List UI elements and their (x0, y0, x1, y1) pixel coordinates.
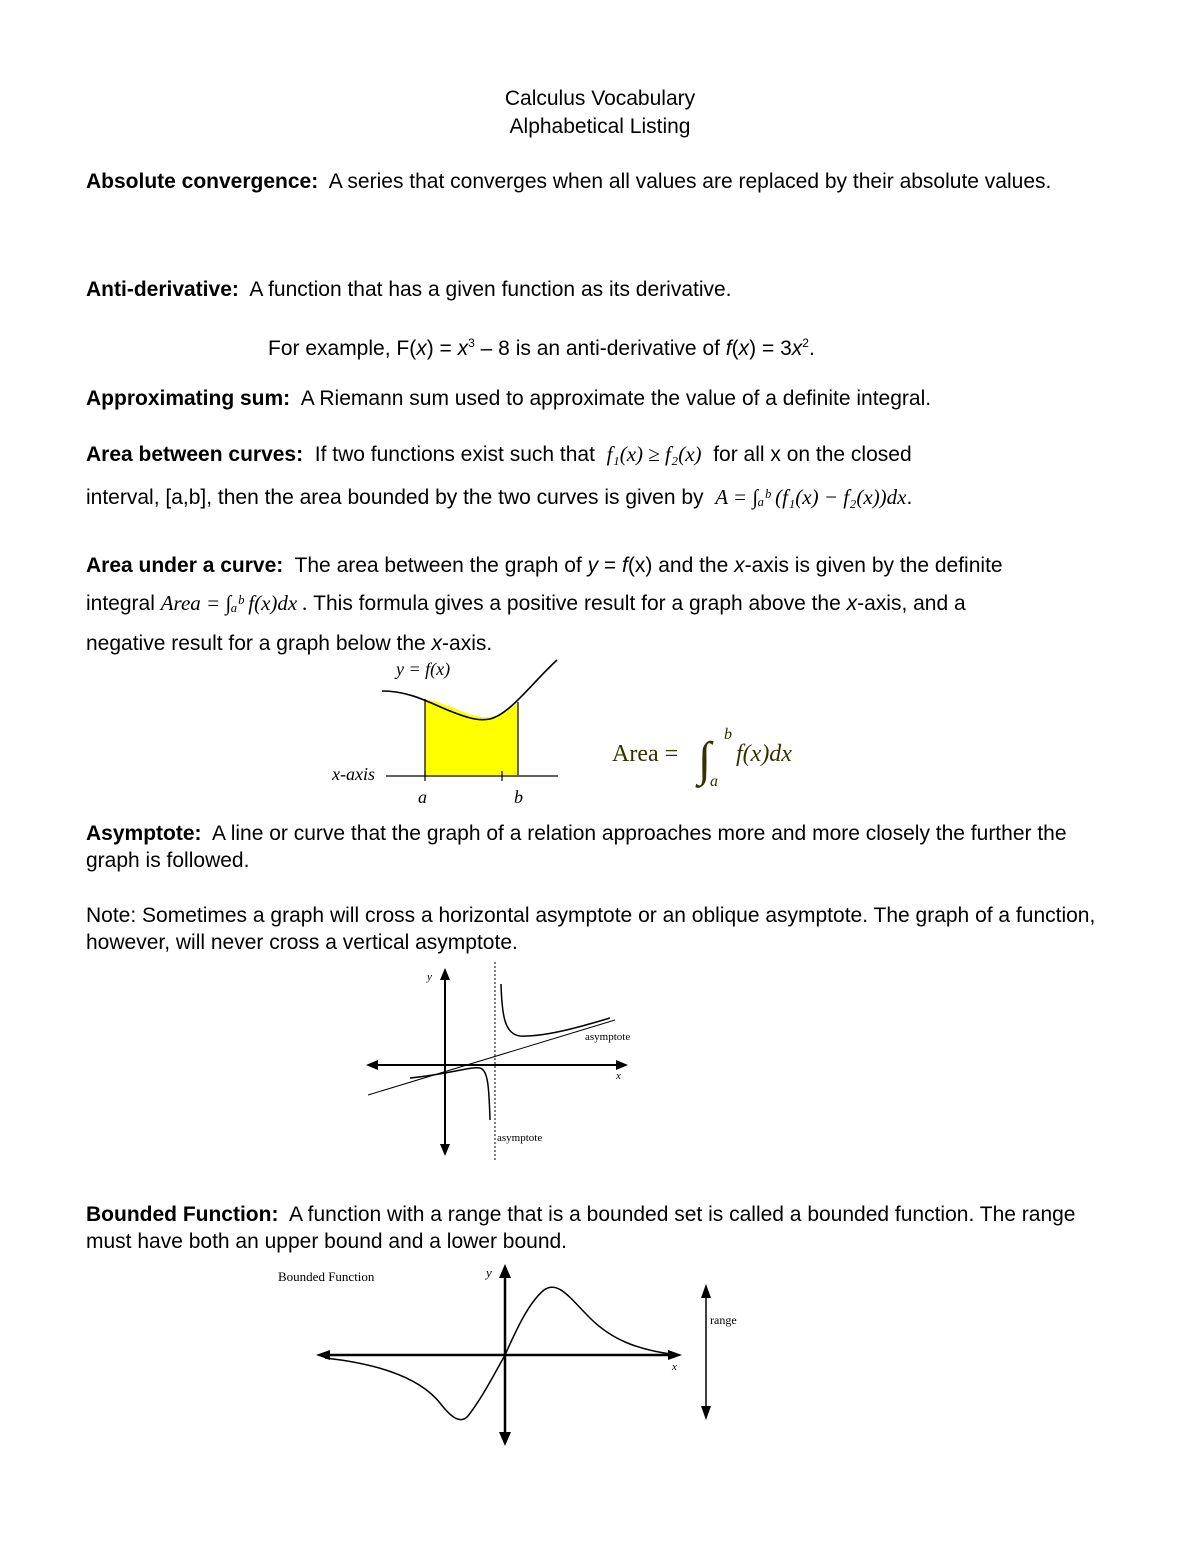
term-area-under-curve: Area under a curve: (86, 554, 284, 577)
area-under-curve-line2: integral Area = ∫ₐᵇ f(x)dx . This formula gives a positive result for a graph above the x-axis, and a (86, 591, 966, 615)
area-formula-word: Area = (612, 741, 679, 767)
entry-area-under-curve: Area under a curve: The area between the graph of y = f(x) and the x-axis is given by the definite (86, 554, 1003, 577)
area-between-curves-line2: interval, [a,b], then the area bounded by the two curves is given by A = ∫ₐᵇ (f₁(x) − f₂(x))dx. (86, 485, 913, 509)
term-bounded-function: Bounded Function: (86, 1203, 279, 1226)
asymptote-figure (360, 962, 650, 1162)
area-shaded-region (425, 699, 518, 775)
asymptote-curve-left (410, 1068, 490, 1120)
entry-bounded-function (86, 1201, 1126, 1255)
asymptote-curve-right (501, 984, 610, 1036)
document-title: Calculus Vocabulary (504, 87, 696, 110)
bounded-function-curve (325, 1287, 678, 1419)
area-under-formula: Area = ∫ₐᵇ f(x)dx . (160, 591, 308, 615)
area-under-curve-figure (320, 655, 840, 810)
entry-absolute-convergence (86, 168, 1126, 195)
term-asymptote: Asymptote: (86, 822, 202, 845)
entry-asymptote (86, 820, 1126, 874)
entry-anti-derivative (86, 276, 1126, 303)
area-curve-label: y = f(x) (396, 659, 451, 679)
bounded-x-label: x (672, 1361, 677, 1373)
definition-asymptote: A line or curve that the graph of a relation approaches more and more closely the further the graph is followed. (86, 822, 1067, 872)
term-area-between-curves: Area between curves: (86, 443, 304, 466)
svg-text:b: b (724, 726, 732, 743)
term-approximating-sum: Approximating sum: (86, 387, 291, 410)
oblique-asymptote-line (368, 1020, 615, 1095)
definition-bounded-function: A function with a range that is a bounded set is called a bounded function. The range must have both an upper bound and a lower bound. (86, 1203, 1076, 1253)
area-integral-sign: ∫ (698, 733, 712, 786)
vertical-asymptote-label: asymptote (497, 1132, 543, 1144)
bounded-figure-title: Bounded Function (278, 1269, 375, 1284)
bounded-y-label: y (486, 1265, 492, 1280)
area-a-label: a (418, 787, 427, 807)
term-absolute-convergence: Absolute convergence: (86, 170, 319, 193)
inequality-formula: f₁(x) ≥ f₂(x) (606, 442, 702, 466)
definition-absolute-convergence: A series that converges when all values are replaced by their absolute values. (328, 170, 1052, 193)
term-anti-derivative: Anti-derivative: (86, 278, 239, 301)
definition-anti-derivative: A function that has a given function as its derivative. (249, 278, 732, 301)
area-under-curve-line3: negative result for a graph below the x-axis. (86, 632, 493, 655)
definition-approximating-sum: A Riemann sum used to approximate the value of a definite integral. (300, 387, 932, 410)
asymptote-note: Note: Sometimes a graph will cross a horizontal asymptote or an oblique asymptote. The graph of a function, however, will never cross a vertical asymptote. (86, 904, 1096, 954)
svg-text:a: a (710, 773, 718, 790)
asymptote-x-label: x (616, 1070, 621, 1082)
entry-area-between-curves: Area between curves: If two functions exist such that f₁(x) ≥ f₂(x) for all x on the closed (86, 442, 912, 466)
range-label: range (710, 1313, 737, 1327)
oblique-asymptote-label: asymptote (585, 1031, 631, 1043)
anti-derivative-example: For example, $F(x) = x^3 - 8$ is an anti-derivative of $f(x) = 3x^2$. (268, 336, 815, 360)
area-integrand: f(x)dx (736, 741, 792, 767)
entry-approximating-sum (86, 385, 1126, 412)
area-between-formula: A = ∫ₐᵇ (f₁(x) − f₂(x))dx (715, 485, 907, 509)
area-axis-label: x-axis (332, 764, 375, 784)
document-subtitle: Alphabetical Listing (509, 115, 691, 138)
asymptote-y-label: y (427, 971, 432, 983)
bounded-function-figure (270, 1258, 760, 1448)
area-b-label: b (514, 787, 523, 807)
